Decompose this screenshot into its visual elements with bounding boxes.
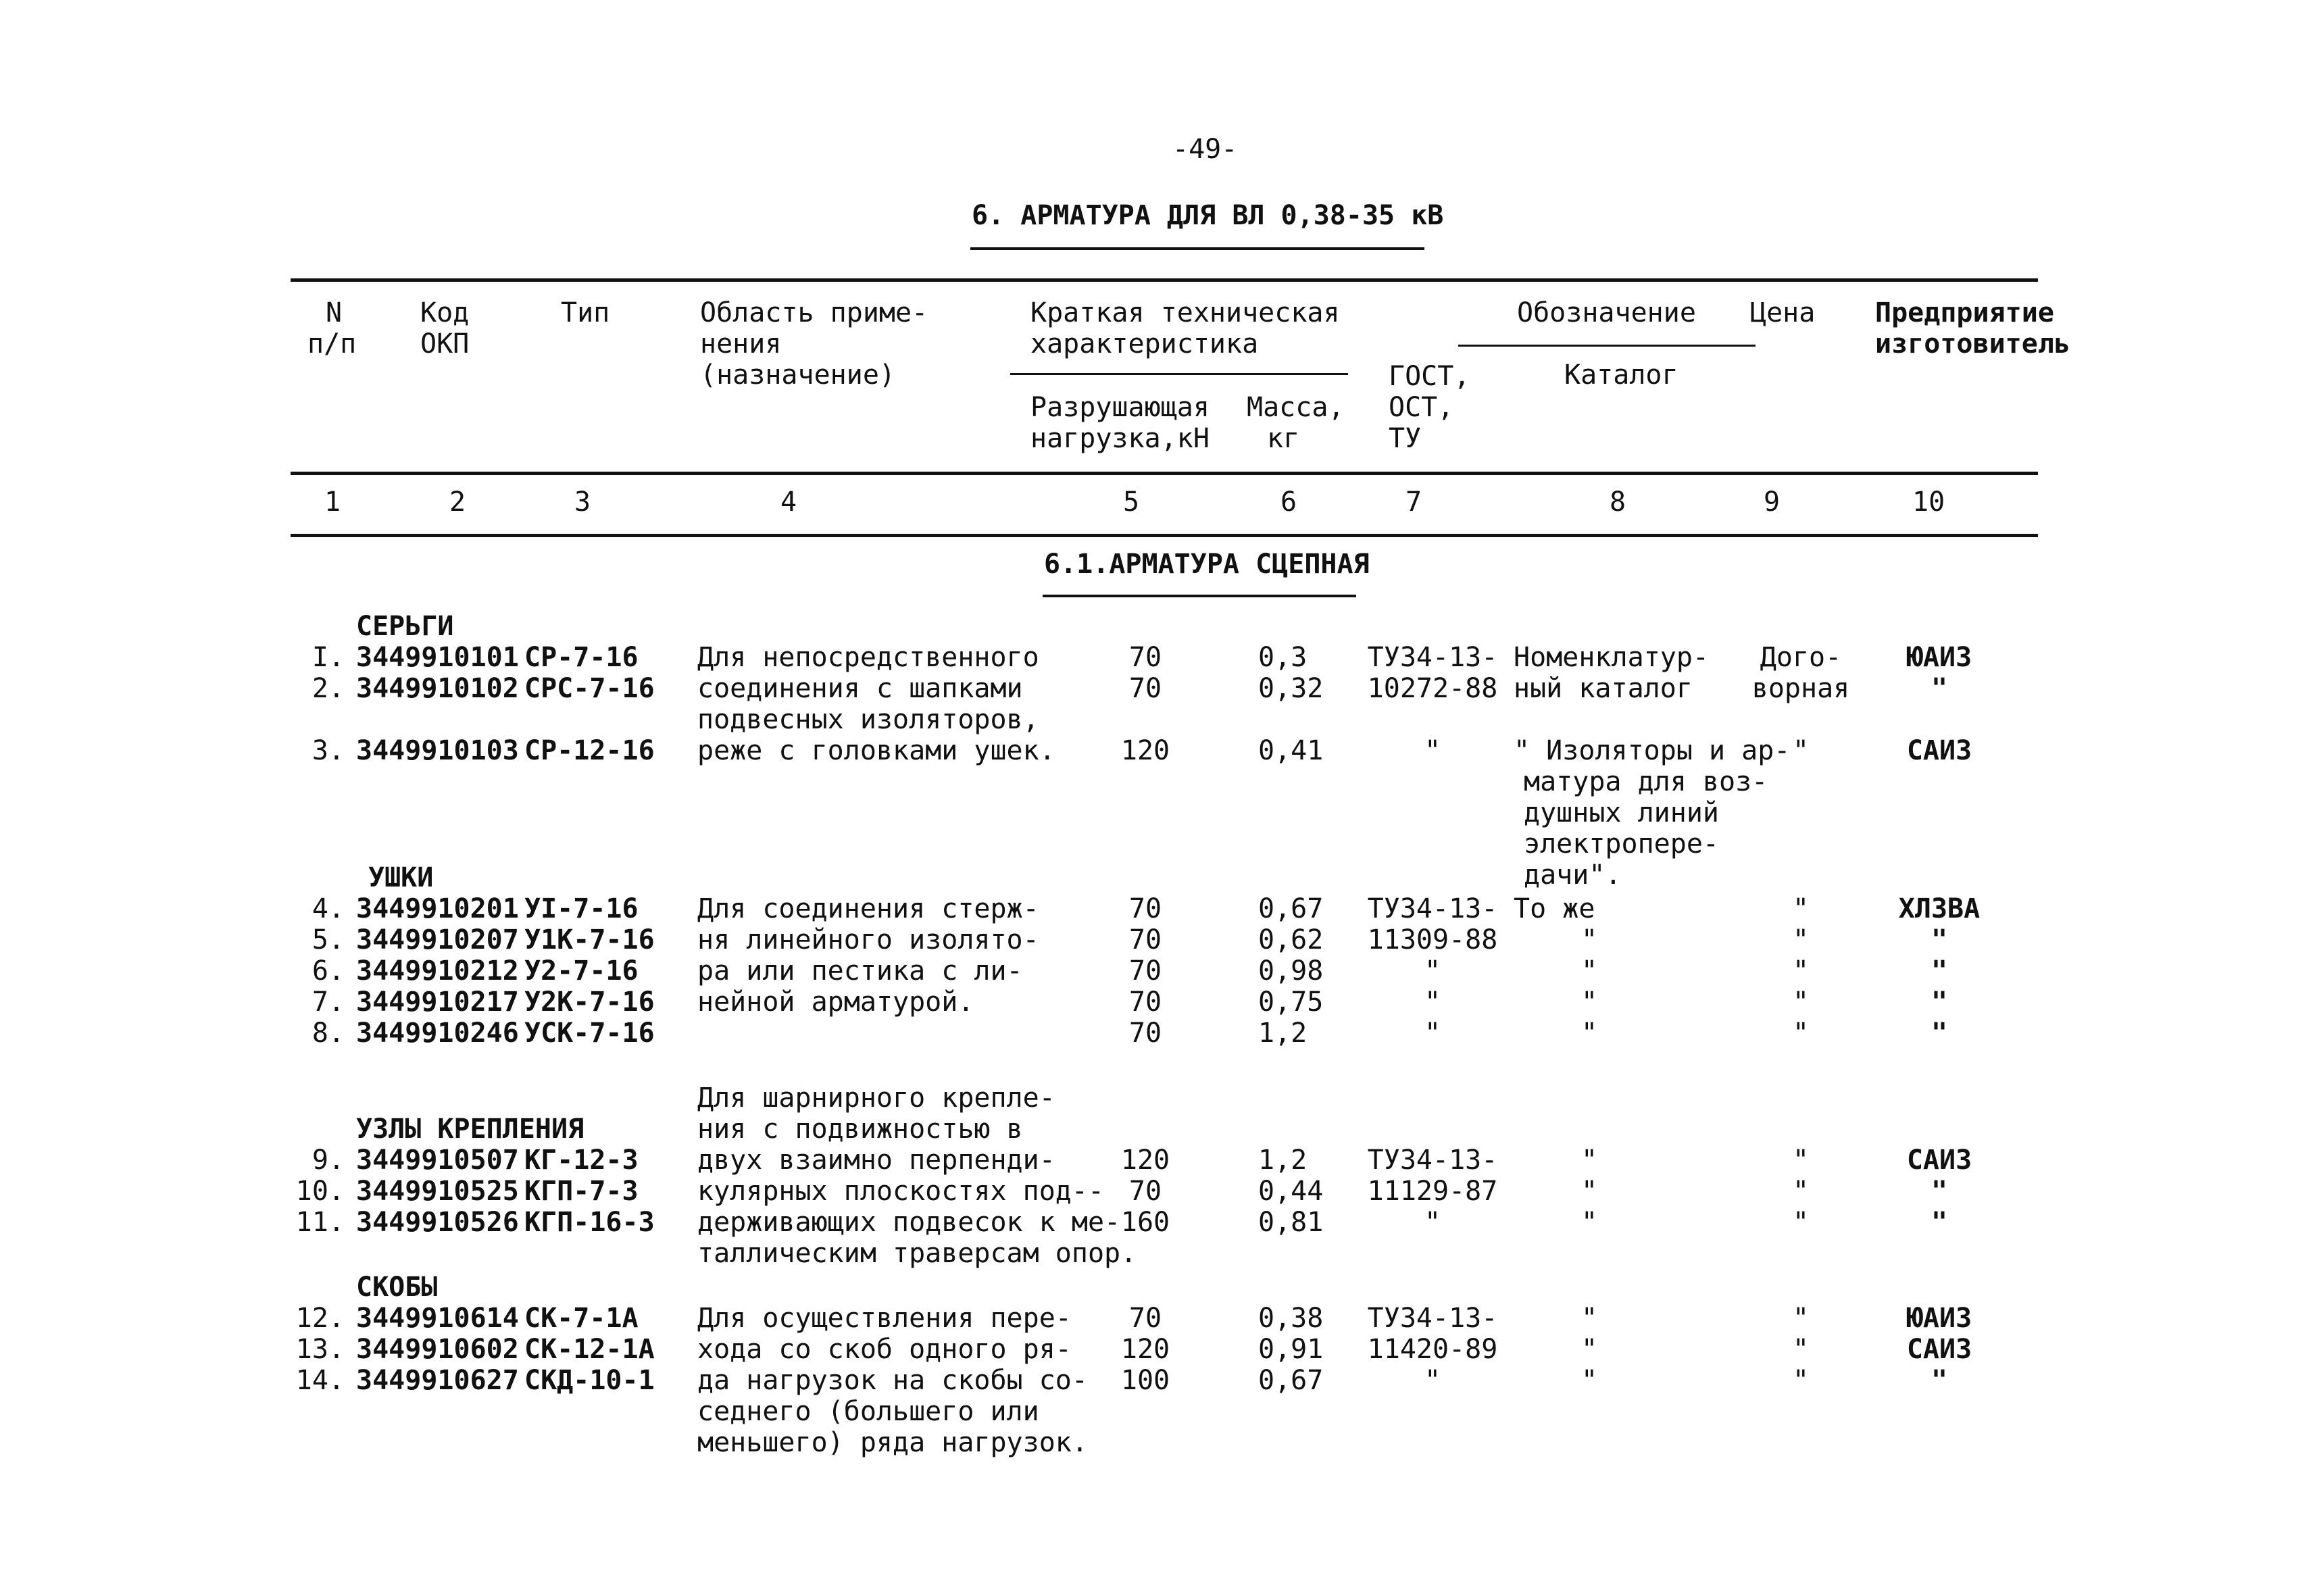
row-price: ворная [1751, 673, 1850, 704]
row-number: 12. [295, 1303, 345, 1334]
row-gost: ТУ34-13- [1367, 1145, 1498, 1176]
row-price: Дого- [1760, 642, 1842, 673]
row-mass: 0,67 [1258, 893, 1324, 924]
row-number: 7. [312, 987, 345, 1018]
row-number: 6. [312, 955, 345, 987]
row-maker: " [1931, 987, 1948, 1018]
row-code: 3449910627 [356, 1365, 519, 1396]
row-number: I. [312, 642, 345, 673]
row-maker: САИЗ [1906, 1334, 1972, 1365]
column-number: 4 [780, 487, 797, 518]
row-mass: 0,32 [1258, 673, 1324, 704]
row-gost: " [1424, 1207, 1441, 1238]
row-type: СР-7-16 [524, 642, 639, 673]
row-catalog: " Изоляторы и ар- [1514, 735, 1791, 766]
row-maker: " [1931, 673, 1948, 704]
row-mass: 0,44 [1258, 1176, 1324, 1207]
row-catalog: " [1581, 1176, 1598, 1207]
row-catalog: " [1581, 1207, 1598, 1238]
row-code: 3449910102 [356, 673, 519, 704]
column-number: 2 [449, 487, 466, 518]
row-catalog: " [1581, 1365, 1598, 1396]
row-load: 120 [1120, 1334, 1170, 1365]
row-catalog: ный каталог [1514, 673, 1693, 704]
row-number: 14. [295, 1365, 345, 1396]
row-type: УСК-7-16 [524, 1018, 655, 1049]
row-code: 3449910201 [356, 893, 519, 924]
row-maker: " [1931, 924, 1948, 955]
section-title: 6. АРМАТУРА ДЛЯ ВЛ 0,38-35 кВ [972, 200, 1444, 231]
row-price: " [1792, 955, 1810, 987]
row-mass: 0,98 [1258, 955, 1324, 987]
row-price: " [1792, 735, 1810, 766]
row-number: 4. [312, 893, 345, 924]
row-load: 120 [1120, 735, 1170, 766]
row-number: 13. [295, 1334, 345, 1365]
column-number: 3 [574, 487, 591, 518]
row-load: 160 [1120, 1207, 1170, 1238]
row-mass: 0,38 [1258, 1303, 1324, 1334]
row-gost: " [1424, 1018, 1441, 1049]
row-load: 120 [1120, 1145, 1170, 1176]
header-type: Тип [561, 297, 610, 328]
row-catalog: То же [1514, 893, 1595, 924]
row-type: У2-7-16 [524, 955, 639, 987]
row-catalog: " [1581, 987, 1598, 1018]
row-maker: САИЗ [1906, 735, 1972, 766]
row-load: 70 [1128, 1018, 1162, 1049]
row-mass: 1,2 [1258, 1018, 1308, 1049]
row-gost: ТУ34-13- [1367, 893, 1498, 924]
header-designation: Обозначение [1517, 297, 1696, 328]
column-number: 9 [1764, 487, 1781, 518]
row-type: СК-7-1А [524, 1303, 639, 1334]
row-gost: " [1424, 987, 1441, 1018]
subsection-title: 6.1.АРМАТУРА СЦЕПНАЯ [1044, 549, 1370, 580]
table-top-rule [291, 278, 2038, 282]
row-catalog: " [1581, 1145, 1598, 1176]
row-type: СР-12-16 [524, 735, 655, 766]
row-maker: " [1931, 1176, 1948, 1207]
row-load: 70 [1128, 1176, 1162, 1207]
row-code: 3449910207 [356, 924, 519, 955]
row-catalog: Номенклатур- [1514, 642, 1709, 673]
row-price: " [1792, 924, 1810, 955]
row-load: 70 [1128, 893, 1162, 924]
row-maker: " [1931, 1018, 1948, 1049]
column-number: 1 [324, 487, 341, 518]
row-gost: " [1424, 955, 1441, 987]
row-maker: ЮАИЗ [1906, 642, 1972, 673]
row-number: 3. [312, 735, 345, 766]
row-number: 5. [312, 924, 345, 955]
row-maker: ХЛЗВА [1898, 893, 1981, 924]
row-maker: " [1931, 1207, 1948, 1238]
row-gost: 11420-89 [1367, 1334, 1498, 1365]
row-mass: 0,41 [1258, 735, 1324, 766]
row-catalog: " [1581, 1018, 1598, 1049]
row-catalog: " [1581, 1303, 1598, 1334]
row-load: 70 [1128, 924, 1162, 955]
designation-rule [1458, 345, 1756, 347]
row-maker: ЮАИЗ [1906, 1303, 1972, 1334]
row-mass: 0,62 [1258, 924, 1324, 955]
row-catalog: " [1581, 924, 1598, 955]
row-price: " [1792, 987, 1810, 1018]
row-code: 3449910103 [356, 735, 519, 766]
column-number: 5 [1123, 487, 1140, 518]
row-gost: 10272-88 [1367, 673, 1498, 704]
page-number: -49- [1172, 134, 1238, 165]
row-code: 3449910525 [356, 1176, 519, 1207]
document-page: -49- 6. АРМАТУРА ДЛЯ ВЛ 0,38-35 кВ N п/п Код ОКП Тип Область приме- нения (назначение) Краткая техническая характеристика Разрушающая нагрузка,кН Масса, кг Обозначение ГОСТ, ОСТ, ТУ Каталог Цена Предприятие изготовитель 1 2 3 4 5 6 7 8 9 10 6.1.АРМАТУРА СЦЕПНАЯ СЕРЬГИ УШКИ УЗЛЫ КРЕПЛЕНИЯ СКОБЫ Для непосредственного соединения с шапками подвесных изоляторов, реже с головками ушек. Для соединения стерж- ня линейного изолято- ра или пестика с ли- нейной арматурой. Для шарнирного крепле- ния с подвижностью в двух взаимно перпенди- кулярных плоскостях под-- держивающих подвесок к ме- таллическим траверсам опор. Для осуществления пере- хода со скоб одного ря- да нагрузок на скобы со- седнего (большего или меньшего) ряда нагрузок. матура для воз- душных линий электропере- дачи". I. 3449910101 СР-7-16 70 0,3 ТУ34-13- Номенклатур- Дого- ЮАИЗ 2. 3449910102 СРС-7-16 70 0,32 10272-88 ный каталог ворная " 3. 3449910103 СР-12-16 120 0,41 " " Изоляторы и ар- " САИЗ 4. 3449910201 УI-7-16 70 0,67 ТУ34-13- То же " ХЛЗВА 5. 3449910207 У1К-7-16 70 0,62 11309-88 " " " 6. 3449910212 У2-7-16 70 0,98 " " " " 7. 3449910217 У2К-7-16 70 0,75 " " " " 8. 3449910246 УСК-7-16 70 1,2 " " " " 9. 3449910507 КГ-12-3 120 1,2 ТУ34-13- " " САИЗ 10. 3449910525 КГП-7-3 70 0,44 11129-87 " " " 11. 3449910526 КГП-16-3 160 0,81 " " " " 12. 3449910614 СК-7-1А 70 0,38 ТУ34-13- " " ЮАИЗ 13. 3449910602 СК-12-1А 120 0,91 11420-89 " " САИЗ 14. 3449910627 СКД-10-1 100 0,67 " " " " [0, 0, 2315, 1596]
header-catalog: Каталог [1564, 359, 1678, 391]
group-heading: СЕРЬГИ [356, 611, 454, 642]
row-code: 3449910614 [356, 1303, 519, 1334]
row-code: 3449910246 [356, 1018, 519, 1049]
column-number: 6 [1280, 487, 1297, 518]
row-code: 3449910602 [356, 1334, 519, 1365]
header-bottom-rule [291, 472, 2038, 475]
row-load: 70 [1128, 673, 1162, 704]
row-maker: " [1931, 955, 1948, 987]
row-gost: " [1424, 735, 1441, 766]
row-gost: " [1424, 1365, 1441, 1396]
row-price: " [1792, 1176, 1810, 1207]
header-price: Цена [1750, 297, 1816, 328]
row-gost: ТУ34-13- [1367, 1303, 1498, 1334]
row-type: КГП-16-3 [524, 1207, 655, 1238]
row-number: 10. [295, 1176, 345, 1207]
row-maker: САИЗ [1906, 1145, 1972, 1176]
row-type: УI-7-16 [524, 893, 639, 924]
row-type: У2К-7-16 [524, 987, 655, 1018]
row-number: 9. [312, 1145, 345, 1176]
row-type: СК-12-1А [524, 1334, 655, 1365]
group-heading: УЗЛЫ КРЕПЛЕНИЯ [356, 1114, 584, 1145]
row-price: " [1792, 1365, 1810, 1396]
row-price: " [1792, 1207, 1810, 1238]
row-code: 3449910526 [356, 1207, 519, 1238]
row-maker: " [1931, 1365, 1948, 1396]
section-title-underline [970, 247, 1424, 250]
row-load: 100 [1120, 1365, 1170, 1396]
row-mass: 0,3 [1258, 642, 1308, 673]
row-mass: 1,2 [1258, 1145, 1308, 1176]
row-number: 8. [312, 1018, 345, 1049]
row-price: " [1792, 1145, 1810, 1176]
row-catalog: " [1581, 1334, 1598, 1365]
row-load: 70 [1128, 1303, 1162, 1334]
row-gost: 11129-87 [1367, 1176, 1498, 1207]
row-price: " [1792, 1018, 1810, 1049]
group-heading: СКОБЫ [356, 1272, 438, 1303]
row-type: КГ-12-3 [524, 1145, 639, 1176]
column-number: 8 [1610, 487, 1626, 518]
column-number: 10 [1912, 487, 1945, 518]
subsection-title-underline [1043, 595, 1356, 597]
row-type: СКД-10-1 [524, 1365, 655, 1396]
row-price: " [1792, 893, 1810, 924]
row-type: СРС-7-16 [524, 673, 655, 704]
row-mass: 0,91 [1258, 1334, 1324, 1365]
colnum-bottom-rule [291, 534, 2038, 537]
row-code: 3449910212 [356, 955, 519, 987]
row-mass: 0,81 [1258, 1207, 1324, 1238]
row-type: У1К-7-16 [524, 924, 655, 955]
row-gost: 11309-88 [1367, 924, 1498, 955]
row-code: 3449910217 [356, 987, 519, 1018]
row-number: 2. [312, 673, 345, 704]
row-code: 3449910507 [356, 1145, 519, 1176]
row-number: 11. [295, 1207, 345, 1238]
row-load: 70 [1128, 642, 1162, 673]
row-type: КГП-7-3 [524, 1176, 639, 1207]
row-price: " [1792, 1303, 1810, 1334]
row-gost: ТУ34-13- [1367, 642, 1498, 673]
row-catalog: " [1581, 955, 1598, 987]
row-code: 3449910101 [356, 642, 519, 673]
row-load: 70 [1128, 955, 1162, 987]
row-price: " [1792, 1334, 1810, 1365]
column-number: 7 [1405, 487, 1422, 518]
row-mass: 0,67 [1258, 1365, 1324, 1396]
tech-char-rule [1010, 373, 1348, 375]
group-heading: УШКИ [368, 862, 434, 893]
row-mass: 0,75 [1258, 987, 1324, 1018]
row-load: 70 [1128, 987, 1162, 1018]
